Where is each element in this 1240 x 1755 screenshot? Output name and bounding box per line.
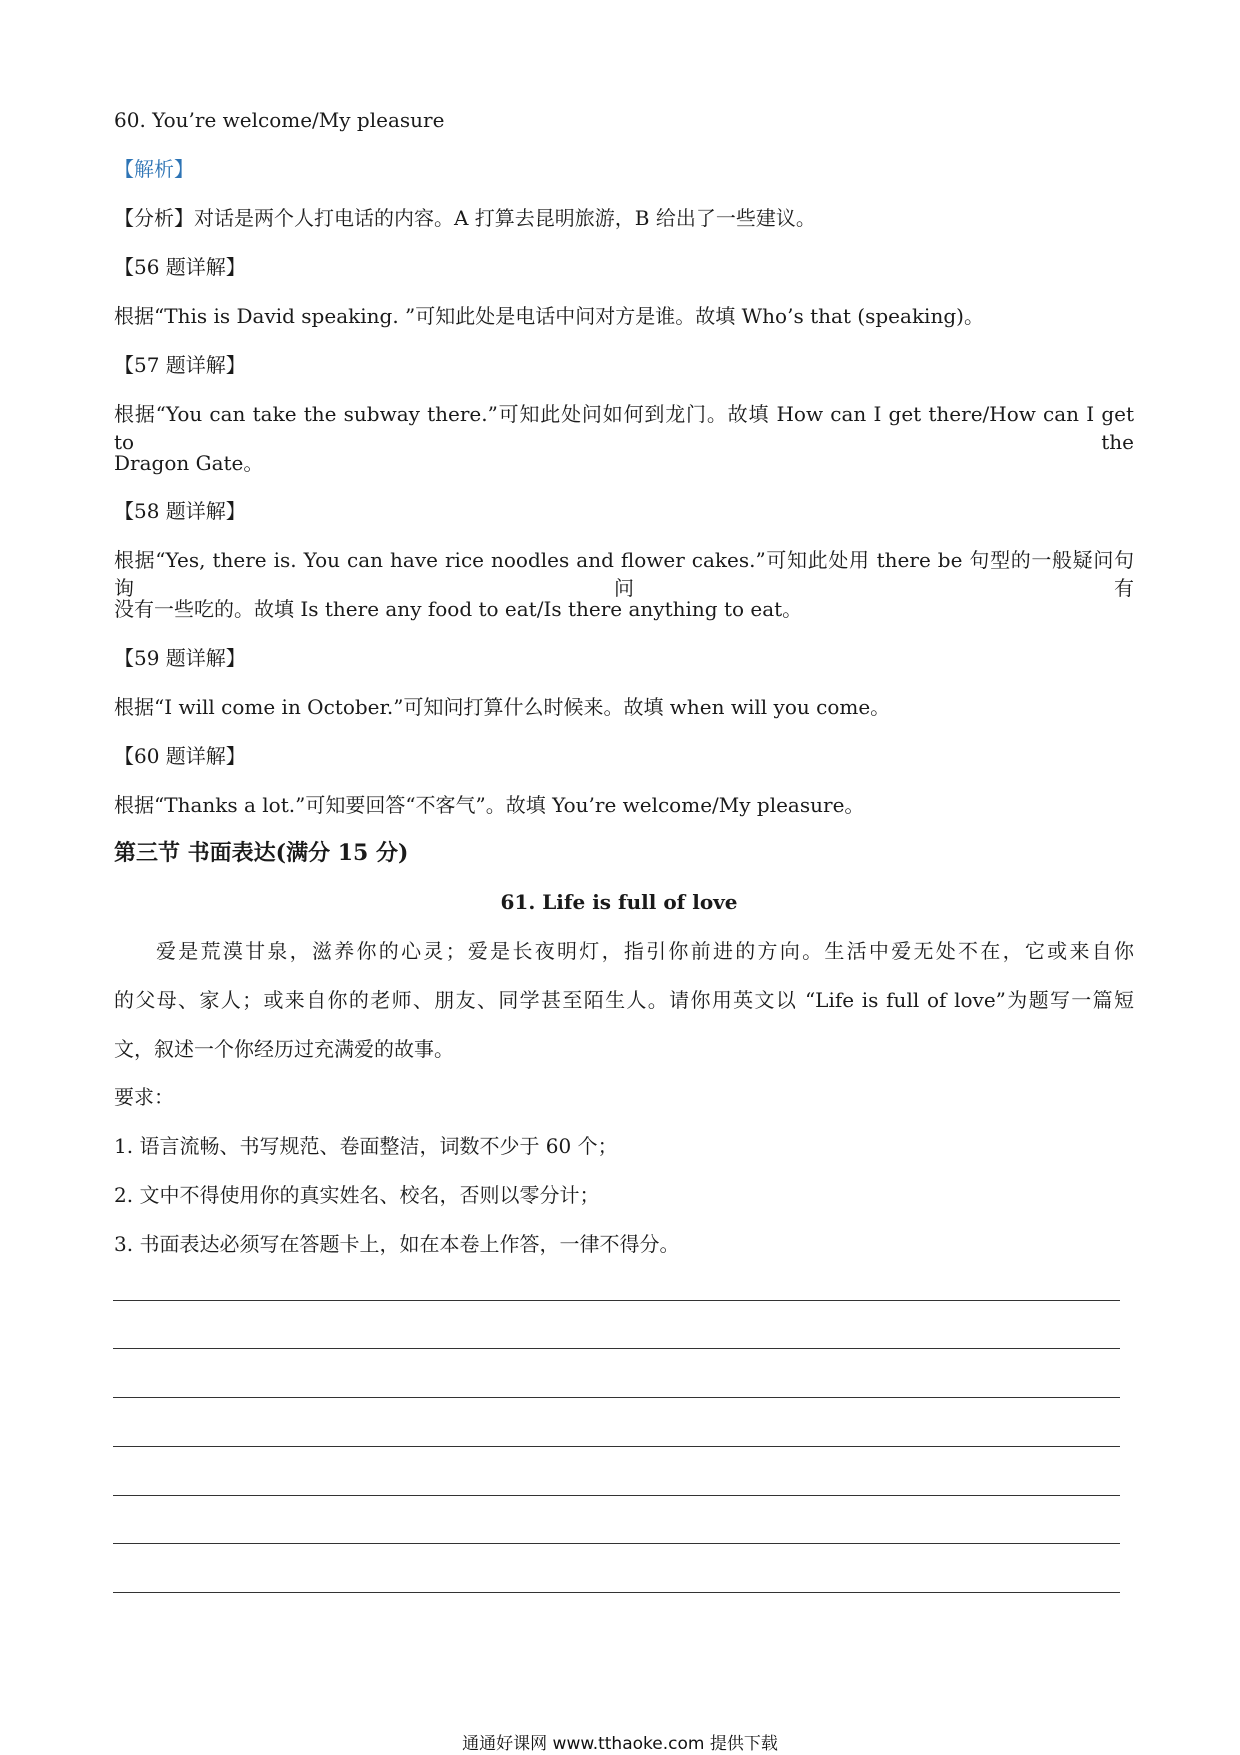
q57-title: 【57 题详解】 [114, 353, 246, 377]
writing-line [113, 1397, 1120, 1398]
writing-line [113, 1543, 1120, 1544]
q57-line2: Dragon Gate。 [114, 451, 264, 475]
analysis-label: 【解析】 [114, 157, 194, 181]
requirements-label: 要求： [114, 1085, 174, 1109]
q58-line2: 没有一些吃的。故填 Is there any food to eat/Is there anything to eat。 [114, 597, 803, 621]
q59-text: 根据“I will come in October.”可知问打算什么时候来。故填 when will you come。 [114, 695, 891, 719]
q56-title: 【56 题详解】 [114, 255, 246, 279]
requirement-item: 2. 文中不得使用你的真实姓名、校名，否则以零分计； [114, 1183, 600, 1207]
writing-line [113, 1300, 1120, 1301]
requirement-item: 1. 语言流畅、书写规范、卷面整洁，词数不少于 60 个； [114, 1134, 618, 1158]
analysis-text: 【分析】对话是两个人打电话的内容。A 打算去昆明旅游，B 给出了一些建议。 [114, 206, 816, 230]
q60-text: 根据“Thanks a lot.”可知要回答“不客气”。故填 You’re welcome/My pleasure。 [114, 793, 865, 817]
prompt-line1: 爱是荒漠甘泉，滋养你的心灵；爱是长夜明灯，指引你前进的方向。生活中爱无处不在，它或来自你 [156, 939, 1134, 963]
answer-60: 60. You’re welcome/My pleasure [114, 108, 445, 132]
prompt-line2: 的父母、家人；或来自你的老师、朋友、同学甚至陌生人。请你用英文以 “Life is full of love”为题写一篇短 [114, 988, 1134, 1012]
writing-line [113, 1592, 1120, 1593]
writing-line [113, 1348, 1120, 1349]
q58-line1: 根据“Yes, there is. You can have rice noodles and flower cakes.”可知此处用 there be 句型的一般疑问句询问有 [114, 548, 1134, 600]
q58-title: 【58 题详解】 [114, 499, 246, 523]
q60-title: 【60 题详解】 [114, 744, 246, 768]
writing-line [113, 1495, 1120, 1496]
writing-line [113, 1446, 1120, 1447]
writing-title: 61. Life is full of love [500, 890, 738, 914]
q57-line1: 根据“You can take the subway there.”可知此处问如何到龙门。故填 How can I get there/How can I get to the [114, 402, 1134, 454]
section-title: 第三节 书面表达(满分 15 分) [114, 840, 409, 866]
prompt-line3: 文，叙述一个你经历过充满爱的故事。 [114, 1037, 454, 1061]
q56-text: 根据“This is David speaking. ”可知此处是电话中问对方是谁。故填 Who’s that (speaking)。 [114, 304, 984, 328]
q59-title: 【59 题详解】 [114, 646, 246, 670]
requirement-item: 3. 书面表达必须写在答题卡上，如在本卷上作答，一律不得分。 [114, 1232, 680, 1256]
footer-text: 通通好课网 www.tthaoke.com 提供下载 [462, 1734, 778, 1754]
